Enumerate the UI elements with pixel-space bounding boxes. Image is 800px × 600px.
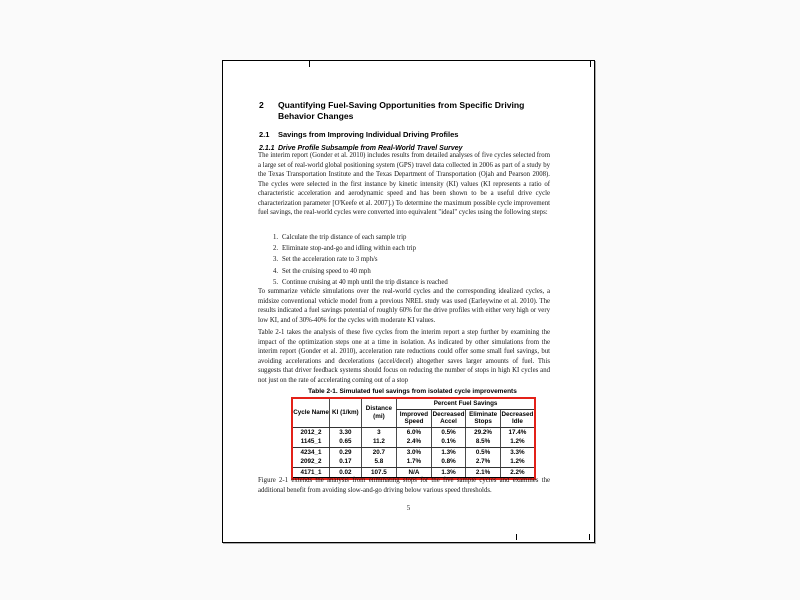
- table-annotation-box: [291, 397, 536, 480]
- col-group-header: Percent Fuel Savings: [397, 399, 534, 409]
- cell-decreased-idle: 3.3%: [500, 447, 534, 457]
- cell-ki: 0.02: [330, 467, 362, 478]
- col-header-improved-speed: Improved Speed: [397, 409, 432, 427]
- cell-improved-speed: 2.4%: [397, 437, 432, 447]
- cell-decreased-idle: 2.2%: [500, 467, 534, 478]
- cell-eliminate-stops: 29.2%: [466, 427, 501, 437]
- cell-cycle: 2012_2: [300, 428, 322, 436]
- cell-ki: 3.30: [330, 427, 362, 437]
- cell-distance: 5.8: [361, 457, 397, 467]
- list-item-marker: 4.: [273, 267, 279, 275]
- cell-distance: 20.7: [361, 447, 397, 457]
- subsubsection-number: 2.1.1: [259, 145, 275, 152]
- cell-eliminate-stops: 2.7%: [466, 457, 501, 467]
- section-title: Quantifying Fuel-Saving Opportunities from Specific Driving Behavior Changes: [278, 100, 525, 121]
- cell-decreased-accel: 0.5%: [431, 427, 466, 437]
- paragraph-summary: To summarize vehicle simulations over the real-world cycles and the corresponding idealized cycles, a midsize conventional vehicle model from a previous NREL study was used (Earleywine et al. 2010). The results indicated a fuel savings potential of roughly 60% for the drive profiles with either very high or very low KI, and of 30%-40% for the cycles with moderate KI values.: [258, 288, 550, 324]
- col-header-cycle-name: Cycle Name: [293, 399, 330, 427]
- subsection-heading: [259, 130, 553, 139]
- cell-decreased-accel: 0.1%: [431, 437, 466, 447]
- col-header-decreased-accel: Decreased Accel: [432, 410, 465, 425]
- cell-eliminate-stops: 8.5%: [466, 437, 501, 447]
- table-row: [293, 427, 534, 437]
- cell-distance: 3: [361, 427, 397, 437]
- subsubsection-title: Drive Profile Subsample from Real-World Travel Survey: [278, 145, 463, 152]
- cell-improved-speed: 6.0%: [397, 427, 432, 437]
- cell-distance: 11.2: [361, 437, 397, 447]
- list-item: [273, 266, 543, 277]
- list-item: [273, 232, 543, 243]
- cell-improved-speed: N/A: [397, 467, 432, 478]
- list-item-text: Set the cruising speed to 40 mph: [282, 267, 371, 275]
- cell-ki: 0.65: [330, 437, 362, 447]
- subsection-number: 2.1: [259, 130, 270, 139]
- paragraph-table-discussion: Table 2-1 takes the analysis of these five cycles from the interim report a step further by examining the impact of the optimization steps one at a time in isolation. As indicated by other simulations from the interim report (Gonder et al. 2010), acceleration rate reductions could offer some small fuel savings, but avoiding accelerations and decelerations (accel/decel) altogether saves larger amounts of fuel. This suggests that driver feedback systems should focus on reducing the number of stops in high KI cycles and not just on the rate of accelerating coming out of a stop: [258, 329, 550, 384]
- col-header-eliminate-stops: Eliminate Stops: [466, 409, 501, 427]
- cell-cycle: 4171_1: [293, 467, 330, 478]
- list-item-text: Calculate the trip distance of each sample trip: [282, 234, 407, 241]
- list-item-marker: 5.: [273, 278, 279, 286]
- cell-decreased-accel: 1.3%: [431, 447, 466, 457]
- table-row: [293, 447, 534, 457]
- cell-cycle: 2092_2: [293, 457, 330, 467]
- document-page: [222, 60, 595, 543]
- crop-mark-top-right: [590, 61, 591, 67]
- list-item-text: Continue cruising at 40 mph until the trip distance is reached: [282, 278, 448, 286]
- cell-distance: 107.5: [361, 467, 397, 478]
- list-item-text: Set the acceleration rate to 3 mph/s: [282, 256, 378, 264]
- cell-improved-speed: 1.7%: [397, 457, 432, 467]
- crop-mark-bottom-right: [589, 534, 590, 540]
- paragraph-intro: The interim report (Gonder et al. 2010) includes results from detailed analyses of five cycles selected from a large set of real-world global positioning system (GPS) travel data collected in 2006 as part of a study by the Texas Transportation Institute and the Texas Department of Transportation (Ojah and Pearson 2008). The cycles were selected in the first instance by kinetic intensity (KI) values (KI represents a ratio of characteristic acceleration and aerodynamic speed and has been shown to be a useful drive cycle characterization parameter [O'Keefe et al. 2007].) To determine the maximum possible cycle improvement fuel savings, the real-world cycles were converted into equivalent "ideal" cycles using the following steps:: [258, 152, 550, 216]
- paragraph-figure-reference: Figure 2-1 extends the analysis from eliminating stops for the five sample cycles and examines the additional benefit from avoiding slow-and-go driving below various speed thresholds.: [258, 477, 550, 494]
- table-row: [293, 457, 534, 467]
- cell-eliminate-stops: 0.5%: [466, 447, 501, 457]
- cell-decreased-idle: 1.2%: [500, 437, 534, 447]
- list-item: [273, 243, 543, 254]
- list-item-marker: 1.: [273, 234, 279, 241]
- list-item: [273, 254, 543, 265]
- crop-mark-bottom-left: [516, 534, 517, 540]
- fuel-savings-table: [293, 399, 534, 478]
- cell-eliminate-stops: 2.1%: [466, 467, 501, 478]
- crop-mark-top-left: [309, 61, 310, 67]
- cell-decreased-accel: 1.3%: [431, 467, 466, 478]
- table-row: [293, 437, 534, 447]
- col-header-decreased-idle: Decreased Idle: [501, 410, 534, 425]
- table-caption: Table 2-1. Simulated fuel savings from isolated cycle improvements: [308, 388, 517, 395]
- cell-cycle: 1145_1: [293, 437, 330, 447]
- col-header-ki: KI (1/km): [330, 399, 362, 427]
- cell-decreased-idle: 1.2%: [500, 457, 534, 467]
- subsection-title: Savings from Improving Individual Driving Profiles: [278, 130, 459, 139]
- cell-ki: 0.29: [330, 447, 362, 457]
- cell-improved-speed: 3.0%: [397, 447, 432, 457]
- section-number: 2: [259, 100, 264, 110]
- cell-ki: 0.17: [330, 457, 362, 467]
- col-header-distance: Distance (mi): [361, 399, 397, 427]
- section-heading: [259, 100, 553, 122]
- list-item-marker: 2.: [273, 245, 279, 253]
- list-item-text: Eliminate stop-and-go and idling within each trip: [282, 245, 417, 253]
- cell-cycle: 4234_1: [300, 448, 322, 456]
- cell-decreased-accel: 0.8%: [431, 457, 466, 467]
- cell-decreased-idle: 17.4%: [500, 427, 534, 437]
- list-item-marker: 3.: [273, 256, 279, 264]
- page-number: 5: [406, 504, 411, 512]
- idealization-steps-list: [273, 232, 543, 288]
